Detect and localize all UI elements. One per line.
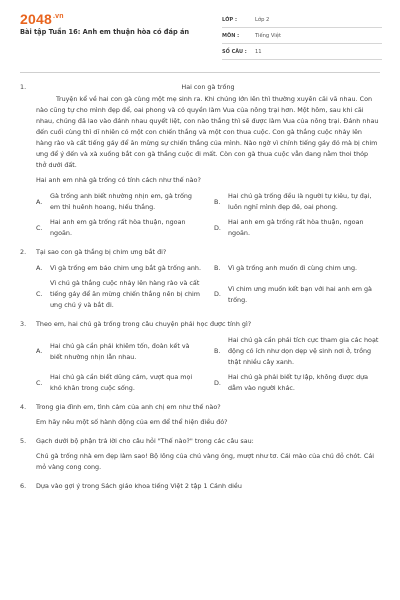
options — [36, 335, 380, 394]
meta-row-count — [222, 44, 382, 60]
question-number: 6. — [20, 482, 27, 490]
meta-value: Lớp 2 — [255, 16, 270, 23]
options — [36, 191, 380, 239]
question-extra: Chú gà trống nhà em đẹp làm sao! Bộ lông của chú vàng óng, mượt như tơ. Cái mào của chú đỏ chót. Cái mỏ vàng cong cong. — [36, 452, 375, 471]
question-2 — [20, 247, 380, 311]
logo[interactable]: $2048^{.vn}$ — [20, 11, 64, 27]
question-5 — [20, 436, 380, 473]
question-number: 3. — [20, 320, 27, 328]
option-a[interactable]: A. Gà trống anh biết nhường nhịn em, gà trống em thì huênh hoang, hiếu thắng. — [36, 192, 192, 211]
option-c[interactable]: C. Vì chú gà thắng cuộc nhảy lên hàng rào và cất tiếng gáy để ăn mừng chiến thắng nên bị chim ưng chú ý và bắt đi. — [36, 279, 201, 309]
question-3 — [20, 319, 380, 394]
question-prompt: Gạch dưới bộ phận trả lời cho câu hỏi "Thế nào?" trong các câu sau: — [36, 437, 254, 445]
meta-value: 11 — [255, 48, 262, 55]
option-a[interactable]: A. Vì gà trống em bảo chim ưng bắt gà trống anh. — [36, 264, 201, 272]
option-b[interactable]: B. Hai chú gà trống đều là người tự kiêu, tự đại, luôn nghĩ mình đẹp đẽ, oai phong. — [214, 192, 372, 211]
meta-table — [222, 12, 382, 60]
question-number: 5. — [20, 437, 27, 445]
question-1 — [20, 82, 380, 239]
question-prompt: Dựa vào gợi ý trong Sách giáo khoa tiếng Việt 2 tập 1 Cánh diều — [36, 482, 242, 490]
option-d[interactable]: D. Hai anh em gà trống rất hòa thuận, ngoan ngoãn. — [214, 218, 364, 237]
meta-row-subject — [222, 28, 382, 44]
meta-key: MÔN : — [222, 32, 240, 39]
question-4 — [20, 402, 380, 428]
header — [0, 0, 400, 66]
story-title: Hai con gà trống — [181, 83, 235, 91]
question-6 — [20, 481, 380, 492]
option-b[interactable]: B. Hai chú gà cần phải tích cực tham gia các hoạt động có ích như dọn dẹp vệ sinh nơi ở, trồng thật nhiều cây xanh. — [214, 336, 379, 366]
question-number: 2. — [20, 248, 27, 256]
story-paragraph: Truyện kể về hai con gà cùng một mẹ sinh ra. Khi chúng lớn lên thì thường xuyên cãi vã nhau. Con nào cũng tự cho mình đẹp để, oai phong và có quyền làm Vua của nông trại hơn. Một hôm, sau khi cãi nhau, chúng đã lao vào đánh nhau quyết liệt, con nào thắng thì sẽ được làm Vua của nông trại. Đánh nhau đến cuối cùng thì dĩ nhiên có một con chiến thắng và một con thua cuộc. Con gà thắng cuộc nhảy lên hàng rào và cất tiếng gáy để ăn mừng sự chiến thắng của mình. Nào ngờ vì chính tiếng gáy đó mà bị chim ưng để ý đến và xà xuống bắt con gà thắng cuộc đi mất. Còn con gà thua cuộc vẫn đang nằm thoi thóp thở dưới đất. — [36, 95, 379, 169]
option-d[interactable]: D. Hai chú gà phải biết tự lập, không được dựa dẫm vào người khác. — [214, 373, 369, 392]
questions — [20, 82, 380, 500]
meta-value: Tiếng Việt — [255, 32, 281, 39]
question-extra: Em hãy nêu một số hành động của em để thể hiện điều đó? — [36, 418, 228, 426]
option-c[interactable]: C. Hai anh em gà trống rất hòa thuận, ngoan ngoãn. — [36, 218, 186, 237]
question-prompt: Hai anh em nhà gà trống có tính cách như thế nào? — [36, 176, 201, 184]
option-a[interactable]: A. Hai chú gà cần phải khiêm tốn, đoàn kết và biết nhường nhịn lẫn nhau. — [36, 341, 190, 361]
options — [36, 263, 380, 311]
question-number: 1. — [20, 83, 27, 91]
meta-key: SỐ CÂU : — [222, 48, 247, 55]
option-d[interactable]: D. Vì chim ưng muốn kết bạn với hai anh em gà trống. — [214, 284, 372, 304]
meta-row-class — [222, 12, 382, 28]
question-prompt: Theo em, hai chú gà trống trong câu chuyện phải học được tính gì? — [36, 320, 252, 328]
header-divider — [20, 72, 380, 73]
page-title: Bài tập Tuần 16: Anh em thuận hòa có đáp án — [20, 28, 190, 36]
question-number: 4. — [20, 403, 27, 411]
option-b[interactable]: B. Vì gà trống anh muốn đi cùng chim ưng. — [214, 264, 358, 272]
option-c[interactable]: C. Hai chú gà cần biết dũng cảm, vượt qua mọi khó khăn trong cuộc sống. — [36, 373, 193, 392]
question-prompt: Trong gia đình em, tình cảm của anh chị em như thế nào? — [36, 403, 221, 411]
question-prompt: Tại sao con gà thắng bị chim ưng bắt đi? — [36, 248, 167, 256]
meta-key: LỚP : — [222, 16, 237, 23]
